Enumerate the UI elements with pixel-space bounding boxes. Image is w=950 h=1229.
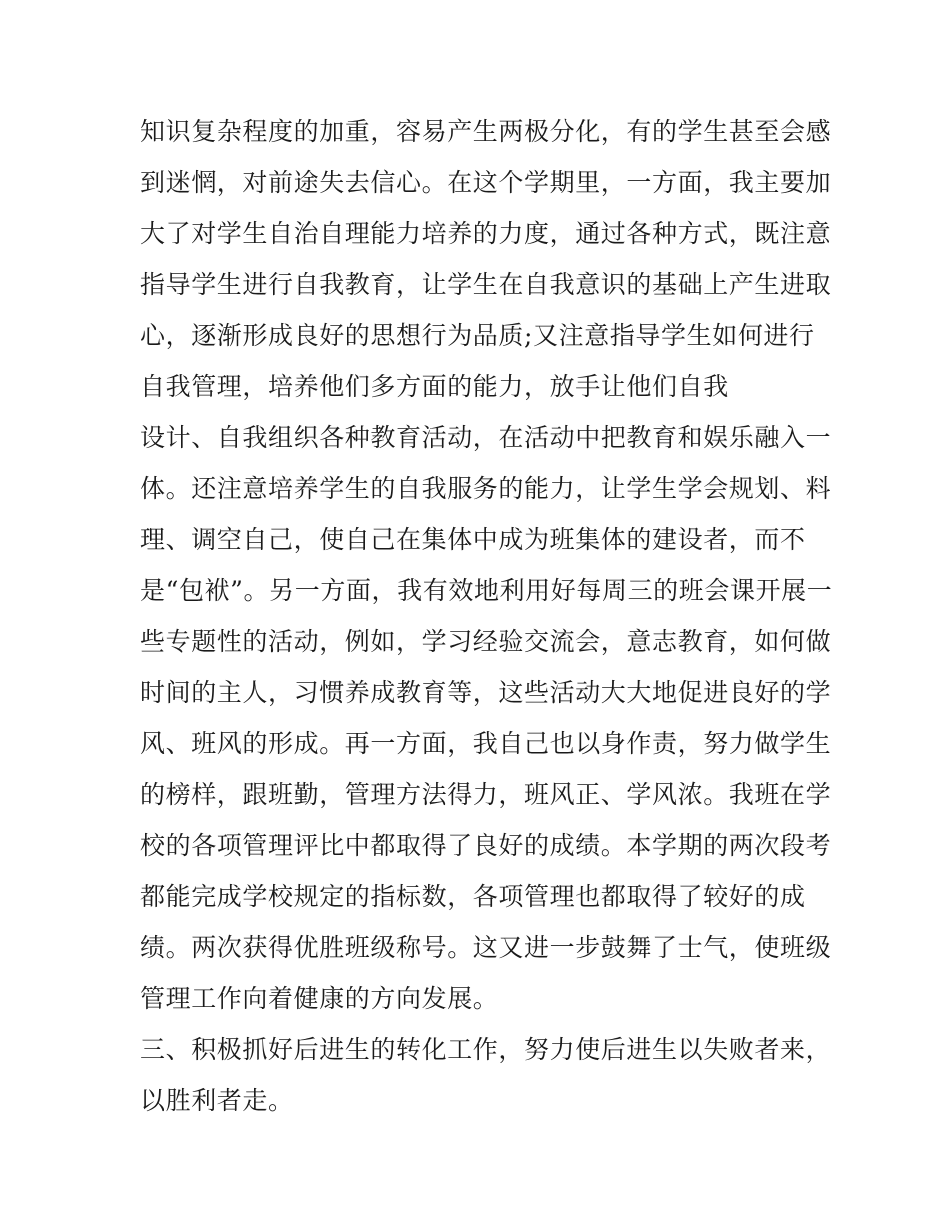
text-line: 绩。两次获得优胜班级称号。这又进一步鼓舞了士气，使班级 <box>140 933 832 962</box>
text-line: 指导学生进行自我教育，让学生在自我意识的基础上产生进取 <box>140 270 832 299</box>
body-text <box>140 112 833 1132</box>
text-line: 知识复杂程度的加重，容易产生两极分化，有的学生甚至会感 <box>140 117 832 146</box>
text-line: 到迷惘，对前途失去信心。在这个学期里，一方面，我主要加 <box>140 168 832 197</box>
text-line: 些专题性的活动，例如，学习经验交流会，意志教育，如何做 <box>140 627 832 656</box>
text-line: 设计、自我组织各种教育活动，在活动中把教育和娱乐融入一 <box>140 423 832 452</box>
text-line: 管理工作向着健康的方向发展。 <box>140 984 499 1013</box>
text-line: 体。还注意培养学生的自我服务的能力，让学生学会规划、料 <box>140 474 832 503</box>
text-line: 都能完成学校规定的指标数，各项管理也都取得了较好的成 <box>140 882 806 911</box>
text-line: 的榜样，跟班勤，管理方法得力，班风正、学风浓。我班在学 <box>140 780 832 809</box>
text-line: 自我管理，培养他们多方面的能力，放手让他们自我 <box>140 372 729 401</box>
section-heading-line: 三、积极抓好后进生的转化工作，努力使后进生以失败者来， <box>140 1035 832 1064</box>
text-line: 风、班风的形成。再一方面，我自己也以身作责，努力做学生 <box>140 729 832 758</box>
text-line: 心，逐渐形成良好的思想行为品质;又注意指导学生如何进行 <box>140 321 815 350</box>
text-line: 是“包袱”。另一方面，我有效地利用好每周三的班会课开展一 <box>140 576 833 605</box>
text-line: 校的各项管理评比中都取得了良好的成绩。本学期的两次段考 <box>140 831 832 860</box>
text-line: 时间的主人，习惯养成教育等，这些活动大大地促进良好的学 <box>140 678 832 707</box>
section-heading-line: 以胜利者走。 <box>140 1086 294 1115</box>
text-line: 理、调空自己，使自己在集体中成为班集体的建设者，而不 <box>140 525 806 554</box>
text-line: 大了对学生自治自理能力培养的力度，通过各种方式，既注意 <box>140 219 832 248</box>
